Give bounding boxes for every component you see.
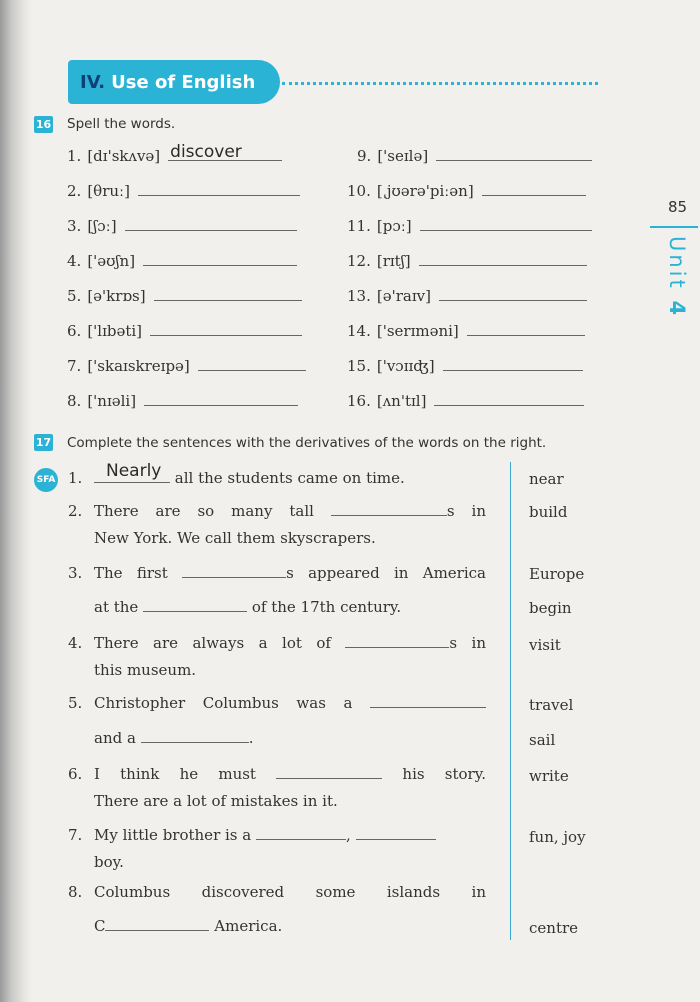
answer-blank[interactable] [276,764,382,779]
unit-word: Unit [665,236,689,291]
spell-item [67,321,302,343]
answer-blank[interactable] [345,633,449,648]
item-number: 12. [347,252,371,270]
transcription: [ə'krɒs] [87,287,146,305]
sentence-text: this museum. [94,661,197,679]
sfa-icon: SFA [34,468,58,492]
sentence-number: 8. [68,883,83,901]
answer-blank[interactable] [141,728,249,743]
item-number: 16. [347,392,371,410]
base-word: centre [529,919,579,937]
answer-blank[interactable] [168,142,282,162]
sentence-text: I think he must [94,765,256,783]
transcription: [pɔː] [376,217,412,235]
answer-blank[interactable] [150,321,302,336]
transcription: [ə'raɪv] [376,287,431,305]
answer-blank[interactable] [420,216,592,231]
base-word: build [529,503,568,521]
item-number: 11. [347,217,371,235]
spell-item [67,251,297,273]
spell-item [67,286,302,308]
sentence-number: 1. [68,469,83,487]
transcription: ['əʊʃn] [87,252,136,270]
transcription: ['serɪməni] [376,322,459,340]
item-number: 3. [67,217,82,235]
sentence-text: of the 17th century. [251,598,402,616]
sentence-3 [68,560,486,587]
item-number: 8. [67,392,82,410]
sentence-number: 2. [68,502,83,520]
page-number: 85 [668,198,688,216]
section-banner [68,60,280,104]
base-word: near [529,470,564,488]
item-number: 2. [67,182,82,200]
section-roman-numeral: IV. [80,71,106,93]
answer-blank[interactable] [331,501,447,516]
sentence-text: There are so many tall [94,502,314,520]
banner-dotted-line [282,82,598,85]
spell-item [347,286,587,308]
sentence-text: s appeared in America [286,564,486,582]
answer-blank[interactable] [198,356,306,371]
base-word: Europe [529,565,585,583]
item-number: 7. [67,357,82,375]
unit-tab [665,236,689,318]
spell-item [67,391,298,413]
answer-blank[interactable] [482,181,586,196]
transcription: ['seɪlə] [377,147,429,165]
sentence-number: 7. [68,826,83,844]
sentence-8 [68,879,486,906]
exercise-17-instruction: Complete the sentences with the derivatives of the words on the right. [67,435,547,451]
transcription: ['lɪbəti] [87,322,143,340]
item-number: 15. [347,357,371,375]
sentence-text: s in [446,502,486,520]
sentence-text: s in [449,634,486,652]
spell-item [67,181,300,203]
exercise-16-number: 16 [35,118,52,131]
transcription: ['vɔɪɪʤ] [376,357,435,375]
spell-item [347,216,592,238]
spell-item [347,321,585,343]
base-word: travel [529,696,574,714]
sentence-number: 4. [68,634,83,652]
spell-item [357,146,592,168]
sentence-7 [68,822,486,876]
answer-blank[interactable] [143,251,297,266]
sentence-text: My little brother is a [94,826,252,844]
spell-item [347,181,586,203]
base-word: write [529,767,569,785]
item-number: 10. [347,182,371,200]
sentence-1 [68,461,494,492]
answer-blank[interactable] [144,391,298,406]
unit-divider [650,226,698,228]
sentence-5 [68,690,486,717]
base-word: fun, joy [529,828,586,846]
answer-blank[interactable] [182,563,286,578]
answer-blank[interactable] [143,597,247,612]
answer-blank[interactable] [138,181,300,196]
sentence-text: , [346,826,351,844]
sentence-8-line-2 [94,913,486,940]
sentence-text: New York. We call them skyscrapers. [94,529,376,547]
answer-blank[interactable] [256,825,346,840]
answer-blank[interactable] [154,286,302,301]
sentence-text: and a [94,729,136,747]
base-word: begin [529,599,572,617]
item-number: 14. [347,322,371,340]
sentence-text: his story. [402,765,486,783]
sentence-text: The first [94,564,168,582]
base-word: visit [529,636,561,654]
spell-item [67,142,282,168]
item-number: 1. [67,147,82,165]
sentence-4 [68,630,486,684]
transcription: ['nɪəli] [87,392,137,410]
column-divider [510,462,511,940]
spell-item [347,251,587,273]
sentence-number: 6. [68,765,83,783]
sentence-text: C [94,917,106,935]
answer-blank[interactable] [443,356,583,371]
sentence-text: . [248,729,254,747]
spell-item [347,356,583,378]
sentence-2 [68,498,486,552]
transcription: ['skaɪskreɪpə] [87,357,190,375]
unit-number: 4 [665,300,689,319]
transcription: [ˌjʊərə'piːən] [376,182,474,200]
answer-blank[interactable] [439,286,587,301]
sentence-text: There are always a lot of [94,634,331,652]
answer-blank[interactable] [125,216,297,231]
exercise-17-number: 17 [35,436,52,449]
handwritten-answer: discover [170,142,242,162]
sentence-text: boy. [94,853,124,871]
transcription: [θruː] [87,182,130,200]
item-number: 13. [347,287,371,305]
item-number: 4. [67,252,82,270]
sentence-5-line-2 [94,725,486,752]
transcription: [ʃɔː] [87,217,117,235]
base-word: sail [529,731,556,749]
spell-item [67,216,297,238]
book-spine-shadow [0,0,32,1002]
sentence-text: America. [214,917,283,935]
item-number: 6. [67,322,82,340]
answer-blank[interactable] [105,916,209,931]
spell-item [347,391,584,413]
item-number: 9. [357,147,372,165]
sentence-text: Christopher Columbus was a [94,694,353,712]
sentence-text: There are a lot of mistakes in it. [94,792,338,810]
transcription: [dɪ'skʌvə] [87,147,161,165]
section-title: Use of English [111,71,256,93]
sentence-text: all the students came on time. [174,469,405,487]
item-number: 5. [67,287,82,305]
sentence-3-line-2 [94,594,486,621]
sentence-number: 3. [68,564,83,582]
transcription: [rɪtʃ] [376,252,411,270]
sentence-text: Columbus discovered some islands in [94,883,486,901]
answer-blank[interactable] [356,825,436,840]
answer-blank[interactable] [94,461,170,483]
answer-blank[interactable] [370,693,486,708]
exercise-16-instruction: Spell the words. [67,116,176,132]
answer-blank[interactable] [434,391,584,406]
sentence-6 [68,761,486,815]
sentence-text: at the [94,598,139,616]
answer-blank[interactable] [436,146,592,161]
transcription: [ʌn'tɪl] [376,392,427,410]
handwritten-answer: Nearly [106,461,162,481]
sentence-number: 5. [68,694,83,712]
answer-blank[interactable] [419,251,587,266]
spell-item [67,356,306,378]
answer-blank[interactable] [467,321,585,336]
